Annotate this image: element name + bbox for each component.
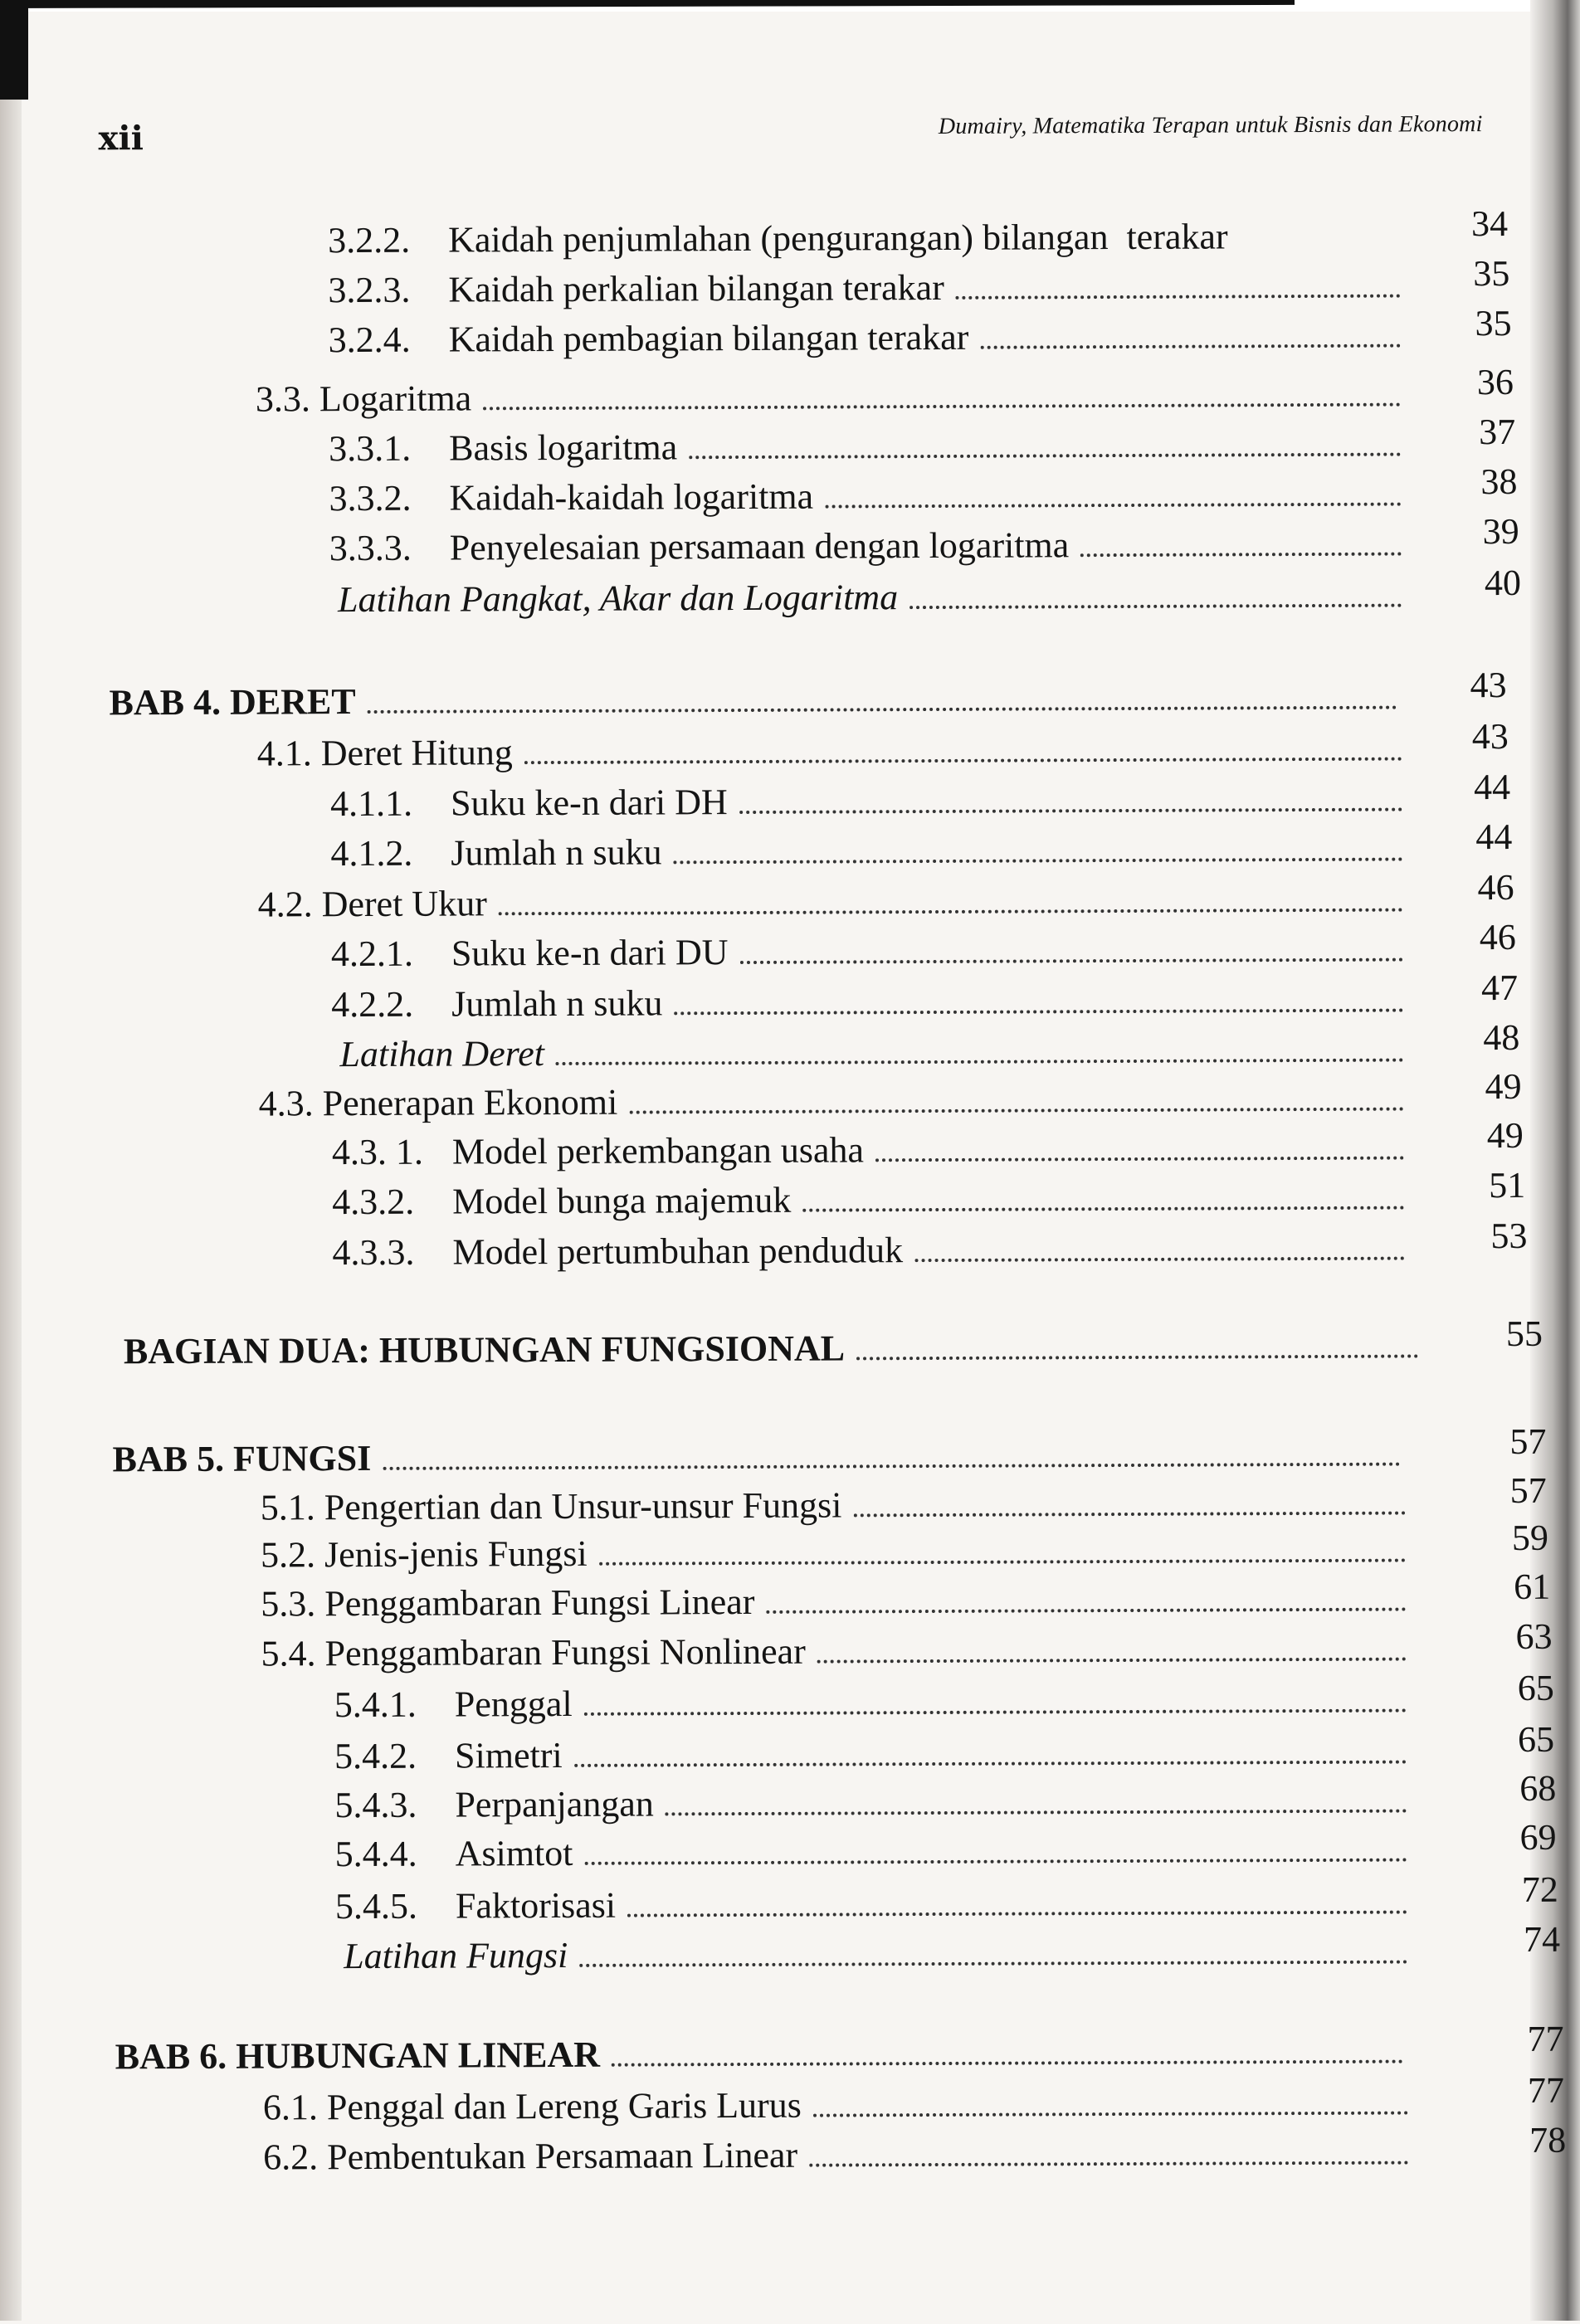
- toc-section-number: 4.2.1.: [330, 933, 414, 975]
- toc-section-number: 6.1.: [262, 2087, 319, 2128]
- dot-leader: [612, 2060, 1403, 2067]
- toc-entry-row: [0, 1164, 1580, 1229]
- dot-leader: [766, 1608, 1406, 1614]
- toc-entry-row: [0, 411, 1577, 475]
- toc-page-number: 55: [1505, 1313, 1543, 1355]
- toc-page-number: 68: [1519, 1767, 1557, 1809]
- spacer: [227, 2035, 236, 2078]
- toc-entry-row: [2, 1517, 1580, 1581]
- toc-chapter-row: [1, 1420, 1580, 1485]
- toc-section-number: 3.3.1.: [329, 427, 412, 470]
- toc-entry-row: [3, 1868, 1580, 1933]
- toc-chapter-row: [4, 2018, 1580, 2083]
- toc-section-title: Deret Ukur: [321, 883, 487, 925]
- toc-entry-row: [0, 361, 1577, 426]
- toc-page-number: 48: [1483, 1016, 1520, 1059]
- dot-leader: [524, 758, 1402, 765]
- dot-leader: [856, 1354, 1418, 1360]
- toc-section-title: HUBUNGAN LINEAR: [236, 2034, 601, 2077]
- toc-entry-row: [0, 562, 1578, 626]
- toc-entry-row: [0, 1215, 1580, 1279]
- dot-leader: [853, 1512, 1405, 1518]
- toc-entry: [330, 828, 1402, 875]
- toc-entry-row: [0, 202, 1576, 267]
- toc-section-number: 4.3.: [258, 1083, 314, 1124]
- spacer: [318, 2136, 327, 2178]
- dot-leader: [817, 1658, 1407, 1664]
- toc-page-number: 34: [1470, 202, 1509, 245]
- toc-section-title: Penggambaran Fungsi Nonlinear: [324, 1630, 806, 1674]
- toc-entry-row: [4, 2119, 1580, 2184]
- dot-leader: [556, 1059, 1404, 1065]
- toc-entry: [263, 2082, 1408, 2129]
- toc-entry: [331, 979, 1403, 1026]
- toc-entry-row: [4, 2069, 1580, 2134]
- toc-entry: [335, 1881, 1407, 1928]
- toc-section-number: 5.4.5.: [334, 1885, 418, 1927]
- toc-section-number: 3.2.3.: [328, 269, 411, 311]
- dot-leader: [813, 2112, 1408, 2117]
- toc-section-title: BAGIAN DUA: HUBUNGAN FUNGSIONAL: [123, 1328, 846, 1372]
- toc-page-number: 63: [1515, 1615, 1553, 1657]
- toc-entry-row: [0, 302, 1577, 367]
- toc-section-title: Pengertian dan Unsur-unsur Fungsi: [324, 1484, 842, 1528]
- toc-entry-row: [0, 1016, 1580, 1081]
- toc-page-number: 57: [1509, 1469, 1547, 1511]
- toc-entry: [334, 1679, 1407, 1727]
- toc-page-number: 47: [1480, 967, 1519, 1009]
- dot-leader: [875, 1157, 1404, 1162]
- toc-entry: [334, 1780, 1407, 1827]
- toc-entry-row: [0, 460, 1578, 525]
- toc-entry: [329, 423, 1401, 470]
- toc-section-title: Asimtot: [455, 1832, 573, 1874]
- toc-page-number: 46: [1479, 916, 1516, 958]
- toc-entry: [261, 1482, 1406, 1529]
- spacer: [310, 378, 319, 420]
- toc-entry: [109, 676, 1397, 724]
- toc-chapter-row: [0, 665, 1578, 728]
- toc-page-number: 57: [1509, 1420, 1547, 1462]
- dot-leader: [599, 1559, 1406, 1566]
- toc-section-title: Latihan Fungsi: [344, 1934, 568, 1977]
- toc-page-number: 74: [1523, 1918, 1561, 1960]
- toc-section-title: Penerapan Ekonomi: [322, 1081, 618, 1124]
- toc-page-number: 69: [1519, 1816, 1557, 1858]
- toc-section-title: Jumlah n suku: [451, 831, 662, 874]
- toc-entry-row: [0, 816, 1578, 880]
- spacer: [315, 1533, 324, 1576]
- toc-entry: [332, 1177, 1404, 1224]
- toc-section-number: 5.2.: [260, 1534, 316, 1576]
- toc-entry: [263, 2132, 1408, 2179]
- dot-leader: [584, 1859, 1407, 1865]
- toc-entry: [328, 215, 1400, 262]
- toc-section-number: 4.2.2.: [331, 983, 414, 1026]
- dot-leader: [802, 1206, 1404, 1212]
- toc-page-number: 43: [1471, 715, 1509, 758]
- toc-section-number: 5.4.1.: [334, 1683, 417, 1726]
- toc-entry-row: [0, 1114, 1580, 1179]
- toc-page-number: 44: [1473, 766, 1511, 808]
- toc-section-number: 3.3.: [255, 378, 311, 420]
- dot-leader: [739, 808, 1402, 814]
- toc-section-number: 3.2.4.: [328, 319, 411, 361]
- toc-page-number: 51: [1489, 1164, 1526, 1206]
- toc-section-title: Basis logaritma: [449, 426, 678, 469]
- toc-entry: [115, 2030, 1403, 2078]
- page-number: xii: [98, 119, 144, 158]
- toc-page-number: 40: [1484, 562, 1522, 604]
- toc-entry: [339, 1029, 1403, 1076]
- toc-page-number: 59: [1511, 1517, 1549, 1558]
- toc-page-number: 77: [1527, 2018, 1564, 2059]
- toc-page-number: 37: [1479, 411, 1516, 453]
- toc-section-title: Model pertumbuhan penduduk: [452, 1230, 904, 1273]
- toc-entry: [329, 314, 1401, 362]
- toc-section-title: Model perkembangan usaha: [451, 1129, 865, 1172]
- toc-section-title: FUNGSI: [232, 1437, 372, 1479]
- spacer: [318, 2086, 327, 2128]
- dot-leader: [674, 1009, 1403, 1016]
- toc-section-title: Suku ke-n dari DU: [451, 932, 729, 974]
- toc-entry: [330, 778, 1402, 826]
- toc-page-number: 78: [1529, 2119, 1567, 2161]
- dot-leader: [980, 344, 1400, 349]
- toc-section-title: Kaidah penjumlahan (pengurangan) bilangan terakar: [448, 216, 1228, 261]
- toc-section-number: 3.3.3.: [329, 527, 412, 569]
- toc-section-title: Penggambaran Fungsi Linear: [324, 1581, 755, 1625]
- toc-page-number: 65: [1517, 1718, 1555, 1760]
- dot-leader: [809, 2161, 1408, 2167]
- toc-entry: [331, 928, 1403, 976]
- spacer: [313, 883, 322, 925]
- toc-entry-row: [3, 1816, 1580, 1881]
- dot-leader: [499, 909, 1403, 916]
- toc-section-number: 5.3.: [261, 1583, 316, 1625]
- toc-section-number: 4.3. 1.: [331, 1131, 424, 1173]
- toc-page-number: 65: [1517, 1667, 1554, 1708]
- dot-leader: [914, 1257, 1404, 1263]
- toc-section-title: Pembentukan Persamaan Linear: [327, 2134, 798, 2178]
- toc-section-number: 4.1.2.: [330, 832, 413, 875]
- spacer: [221, 681, 230, 724]
- toc-entry: [124, 1324, 1418, 1372]
- toc-page-number: 49: [1486, 1114, 1524, 1157]
- toc-entry: [261, 1578, 1406, 1625]
- toc-section-number: 5.4.4.: [334, 1833, 417, 1875]
- toc-page-number: 36: [1476, 361, 1514, 403]
- toc-section-title: Penyelesaian persamaan dengan logaritma: [449, 524, 1070, 568]
- toc-page-number: 77: [1527, 2069, 1564, 2111]
- toc-page-number: 49: [1485, 1065, 1522, 1108]
- toc-entry-row: [2, 1718, 1580, 1783]
- dot-leader: [666, 1810, 1407, 1816]
- toc-entry-row: [2, 1667, 1580, 1732]
- toc-entry-row: [0, 866, 1579, 931]
- running-title: Dumairy, Matematika Terapan untuk Bisnis dan Ekonomi: [938, 111, 1483, 139]
- toc-chapter-row: [1, 1313, 1580, 1377]
- toc-entry-row: [0, 967, 1579, 1031]
- toc-entry: [329, 523, 1402, 570]
- toc-entry: [256, 373, 1401, 421]
- toc-page-number: 46: [1477, 866, 1514, 909]
- dot-leader: [1080, 553, 1402, 558]
- toc-section-number: 5.4.: [261, 1633, 316, 1674]
- toc-entry: [328, 265, 1400, 312]
- toc-section-number: BAB 5.: [112, 1438, 225, 1480]
- toc-section-title: Model bunga majemuk: [452, 1179, 792, 1222]
- toc-entry: [257, 728, 1402, 775]
- toc-section-title: Kaidah perkalian bilangan terakar: [448, 266, 944, 310]
- toc-section-title: Faktorisasi: [455, 1884, 617, 1927]
- toc-page-number: 35: [1475, 302, 1512, 344]
- toc-section-number: 4.3.3.: [332, 1231, 415, 1274]
- toc-section-title: Kaidah-kaidah logaritma: [449, 475, 814, 519]
- toc-section-title: Deret Hitung: [320, 732, 513, 774]
- toc-section-title: Jumlah n suku: [451, 982, 663, 1025]
- dot-leader: [740, 958, 1403, 964]
- dot-leader: [956, 295, 1401, 300]
- toc-section-number: 4.2.: [257, 884, 313, 925]
- toc-section-number: 3.2.2.: [328, 219, 411, 261]
- toc-section-number: 6.2.: [263, 2136, 319, 2178]
- toc-entry-row: [2, 1469, 1580, 1534]
- toc-section-title: Simetri: [455, 1734, 563, 1776]
- toc-section-number: 5.1.: [260, 1487, 315, 1528]
- toc-entry: [332, 1127, 1404, 1174]
- toc-page-number: 38: [1480, 460, 1518, 503]
- toc-entry-row: [2, 1566, 1580, 1630]
- toc-section-title: Perpanjangan: [455, 1783, 654, 1825]
- dot-leader: [825, 503, 1401, 509]
- toc-entry-row: [0, 252, 1577, 317]
- toc-section-title: DERET: [229, 681, 356, 723]
- toc-section-number: BAB 6.: [115, 2035, 227, 2078]
- spacer: [315, 1486, 324, 1528]
- toc-entry: [338, 574, 1402, 621]
- spacer: [315, 1582, 324, 1625]
- dot-leader: [627, 1911, 1407, 1917]
- toc-page-number: 39: [1482, 510, 1519, 553]
- toc-entry: [332, 1227, 1404, 1274]
- toc-section-title: Latihan Pangkat, Akar dan Logaritma: [337, 577, 899, 621]
- toc-page-number: 61: [1514, 1566, 1551, 1607]
- toc-section-number: 3.3.2.: [329, 477, 412, 519]
- toc-entry-row: [2, 1615, 1580, 1680]
- toc-page-number: 43: [1470, 665, 1507, 706]
- toc-section-number: 4.1.: [256, 733, 312, 774]
- toc-page-number: 72: [1521, 1868, 1558, 1910]
- dot-leader: [383, 1463, 1400, 1470]
- toc-section-title: Suku ke-n dari DH: [451, 782, 728, 824]
- toc-entry-row: [0, 510, 1578, 575]
- dot-leader: [579, 1961, 1407, 1967]
- toc-section-title: Jenis-jenis Fungsi: [324, 1532, 588, 1576]
- toc-section-number: 5.4.2.: [334, 1735, 417, 1777]
- toc-entry: [344, 1931, 1407, 1978]
- toc-entry: [261, 1628, 1406, 1675]
- toc-entry-row: [0, 715, 1578, 780]
- dot-leader: [689, 453, 1401, 460]
- toc-section-title: Kaidah pembagian bilangan terakar: [448, 316, 969, 360]
- dot-leader: [584, 1709, 1407, 1716]
- toc-entry-row: [0, 766, 1578, 831]
- toc-entry: [261, 1529, 1406, 1576]
- dot-leader: [629, 1108, 1403, 1114]
- dot-leader: [368, 706, 1397, 714]
- toc-entry: [112, 1433, 1400, 1481]
- toc-page-number: 44: [1475, 816, 1513, 858]
- dot-leader: [574, 1761, 1407, 1767]
- toc-entry-row: [0, 1065, 1580, 1130]
- toc-section-title: Latihan Deret: [339, 1033, 545, 1075]
- toc-entry: [334, 1731, 1407, 1778]
- toc-section-title: Penggal: [454, 1683, 573, 1725]
- toc-page-number: 53: [1490, 1215, 1528, 1257]
- toc-entry: [329, 473, 1401, 520]
- toc-entry-row: [0, 916, 1579, 981]
- toc-entry-row: [3, 1918, 1580, 1983]
- toc-entry: [259, 1078, 1404, 1125]
- spacer: [224, 1438, 233, 1480]
- dot-leader: [674, 858, 1403, 865]
- toc-entry: [335, 1829, 1407, 1876]
- toc-entry: [258, 879, 1403, 926]
- spacer: [314, 1082, 323, 1124]
- toc-section-number: 4.1.1.: [330, 782, 413, 825]
- toc-section-number: BAB 4.: [109, 681, 222, 724]
- spacer: [312, 732, 321, 774]
- toc-page-number: 35: [1473, 252, 1510, 295]
- dot-leader: [909, 604, 1402, 610]
- toc-section-title: Logaritma: [319, 378, 472, 420]
- toc-entry-row: [2, 1767, 1580, 1832]
- toc-section-title: Penggal dan Lereng Garis Lurus: [326, 2084, 802, 2128]
- toc-section-number: 4.3.2.: [332, 1181, 415, 1223]
- toc-section-number: 5.4.3.: [334, 1784, 417, 1826]
- spacer: [315, 1632, 324, 1674]
- dot-leader: [483, 403, 1401, 411]
